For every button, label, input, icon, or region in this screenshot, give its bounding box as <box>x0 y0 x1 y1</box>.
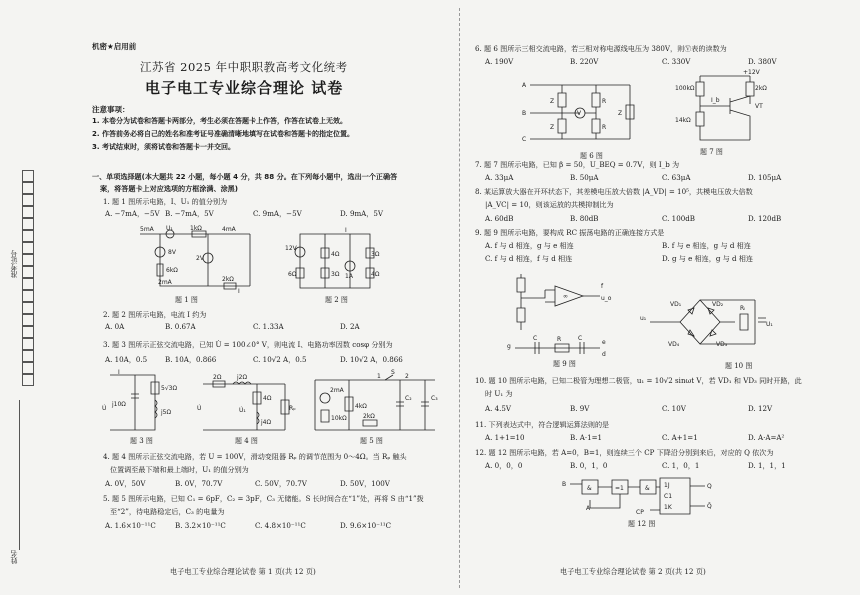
fig10-label: VD₁ <box>670 301 682 308</box>
fig12-label: C1 <box>664 493 673 500</box>
fig6-label: B <box>522 110 527 117</box>
q12-opt-c: C. 1，0，1 <box>662 461 700 470</box>
fig5-label: 2mA <box>330 387 344 394</box>
fig10-label: U₁ <box>766 321 773 328</box>
id-box <box>22 326 34 338</box>
figure-4-circuit <box>195 372 295 434</box>
fig7-label: 14kΩ <box>675 117 691 124</box>
fig1-label: 2mA <box>158 279 172 286</box>
fig4-label: U̇₁ <box>239 407 246 414</box>
q3-opt-c: C. 10√2 A，0.5 <box>253 355 307 364</box>
q12-opt-b: B. 0，1，0 <box>570 461 608 470</box>
q7-opt-c: C. 63μA <box>662 173 691 182</box>
fig2-label: 1A <box>345 273 353 280</box>
fig5-label: S <box>391 369 395 376</box>
fig9-label: C <box>533 335 538 342</box>
q2-opt-b: B. 0.67A <box>165 322 196 331</box>
exam-title: 江苏省 2025 年中职职教高考文化统考 <box>140 60 348 74</box>
q5-opt-c: C. 4.8×10⁻¹¹C <box>255 521 306 530</box>
fig1-label: 5mA <box>140 226 154 233</box>
fig3-label: j10Ω <box>112 401 126 408</box>
q7-opt-b: B. 50μA <box>570 173 599 182</box>
fig5-label: 2kΩ <box>363 413 375 420</box>
q12-opt-a: A. 0，0，0 <box>485 461 523 470</box>
q11-opt-a: A. 1+1=10 <box>485 433 525 442</box>
fig1-label: I <box>238 288 240 295</box>
fig5-label: 10kΩ <box>331 415 347 422</box>
question-2: 2. 题 2 图所示电路，电流 I 约为 <box>103 310 207 319</box>
figure-1-caption: 题 1 图 <box>175 296 198 304</box>
question-9: 9. 题 9 图所示电路，要构成 RC 振荡电路的正确连接方式是 <box>475 228 665 237</box>
id-box <box>22 266 34 278</box>
fig6-label: Z <box>550 124 555 131</box>
fig9-label: f <box>601 283 604 290</box>
q1-opt-d: D. 9mA，5V <box>340 209 384 218</box>
question-12: 12. 题 12 图所示电路，若 A=0，B=1，则连续三个 CP 下降沿分别到来后，对应的 Q 依次为 <box>475 448 774 457</box>
fig1-label: 6kΩ <box>166 267 178 274</box>
fig3-label: I <box>118 369 120 376</box>
fig10-label: VD₄ <box>668 341 680 348</box>
q12-opt-d: D. 1，1，1 <box>748 461 786 470</box>
fig10-label: VD₂ <box>712 301 724 308</box>
figure-10-circuit <box>640 292 780 360</box>
q9-opt-c: C. f 与 d 相连，f 与 d 相连 <box>485 254 573 263</box>
section-heading: 一、单项选择题(本大题共 22 小题，每小题 4 分，共 88 分。在下列每小题中，选出一个正确答 <box>92 172 398 181</box>
q8-opt-d: D. 120dB <box>748 214 782 223</box>
q4-opt-a: A. 0V，50V <box>105 479 146 488</box>
q10-opt-c: C. 10V <box>662 404 686 413</box>
fig9-label: e <box>602 339 606 346</box>
id-box <box>22 362 34 374</box>
fig7-label: 2kΩ <box>755 85 767 92</box>
id-box <box>22 314 34 326</box>
q9-opt-a: A. f 与 d 相连，g 与 e 相连 <box>485 241 574 250</box>
fig1-label: 2kΩ <box>222 276 234 283</box>
fig4-label: U̇ <box>197 405 202 412</box>
fig9-label: u_o <box>601 295 612 302</box>
q2-opt-c: C. 1.33A <box>253 322 284 331</box>
q2-opt-a: A. 0A <box>105 322 125 331</box>
fig12-label: B <box>562 481 567 488</box>
id-box <box>22 242 34 254</box>
fig3-label: U̇ <box>102 405 107 412</box>
q11-opt-c: C. A+1=1 <box>662 433 698 442</box>
question-6: 6. 题 6 图所示三相交流电路，若三相对称电源线电压为 380V，则Ⓥ表的读数为 <box>475 44 727 53</box>
fig4-label: Rₚ <box>289 405 296 412</box>
section-heading-cont: 案，将答题卡上对应选项的方框涂满、涂黑) <box>100 184 239 193</box>
fig2-label: 3Ω <box>331 271 340 278</box>
notes-title: 注意事项： <box>92 105 130 114</box>
fig6-label: C <box>522 136 527 143</box>
fig6-label: A <box>522 82 527 89</box>
fig12-label: 1K <box>664 504 672 511</box>
question-4: 4. 题 4 图所示正弦交流电路，若 U = 100V，滑动变阻器 Rₚ 的调节范围为 0～4Ω。当 Rₚ 触头 <box>103 452 407 461</box>
q9-opt-d: D. g 与 e 相连，g 与 d 相连 <box>662 254 753 263</box>
q9-opt-b: B. f 与 e 相连，g 与 d 相连 <box>662 241 751 250</box>
fig2-label: 6Ω <box>288 271 297 278</box>
figure-4-caption: 题 4 图 <box>235 437 258 445</box>
name-line <box>19 400 20 550</box>
q10-opt-b: B. 9V <box>570 404 590 413</box>
figure-7-caption: 题 7 图 <box>700 148 723 156</box>
fig3-label: 5√3Ω <box>161 385 178 392</box>
q2-opt-d: D. 2A <box>340 322 360 331</box>
question-7: 7. 题 7 图所示电路，已知 β = 50，U_BEQ = 0.7V，则 I_b 为 <box>475 160 680 169</box>
figure-1-circuit <box>130 226 260 296</box>
fig12-label: A <box>586 505 591 512</box>
q6-opt-d: D. 380V <box>748 57 777 66</box>
figure-9-caption: 题 9 图 <box>553 360 576 368</box>
fig6-label: R <box>602 124 607 131</box>
fig4-label: j2Ω <box>237 374 248 381</box>
fig10-label: Rₗ <box>740 305 746 312</box>
question-5-cont: 至“2”，待电路稳定后，C₃ 的电量为 <box>110 507 225 516</box>
fig4-label: 4Ω <box>263 395 272 402</box>
fig4-label: 2Ω <box>213 374 222 381</box>
q3-opt-b: B. 10A，0.866 <box>165 355 217 364</box>
id-box <box>22 230 34 242</box>
fig7-label: +12V <box>743 69 760 76</box>
question-3: 3. 题 3 图所示正弦交流电路，已知 U̇ = 100∠0° V，则电流 I、电路功率因数 cosφ 分别为 <box>103 340 393 349</box>
q6-opt-a: A. 190V <box>485 57 514 66</box>
fig6-label: Z <box>550 98 555 105</box>
fig5-label: 4kΩ <box>355 403 367 410</box>
id-box <box>22 290 34 302</box>
question-10: 10. 题 10 图所示电路，已知二极管为理想二极管，u₁ = 10√2 sinωt V，若 VD₁ 和 VD₃ 同时开路，此 <box>475 376 802 385</box>
question-1: 1. 题 1 图所示电路，I、U₁ 的值分别为 <box>103 197 228 206</box>
fig7-label: 100kΩ <box>675 85 695 92</box>
q7-opt-a: A. 33μA <box>485 173 514 182</box>
fig9-label: ∞ <box>563 293 568 300</box>
id-box <box>22 170 34 182</box>
fig9-label: g <box>507 343 511 350</box>
fig1-label: U₁ <box>166 225 173 232</box>
figure-2-circuit <box>285 228 380 293</box>
question-11: 11. 下列表达式中，符合逻辑运算法则的是 <box>475 420 610 429</box>
fig9-label: R <box>557 336 562 343</box>
figure-5-circuit <box>305 369 445 434</box>
paper-title: 电子电工专业综合理论 试卷 <box>145 79 344 97</box>
figure-10-caption: 题 10 图 <box>725 362 753 370</box>
note-item: 2. 作答前务必将自己的姓名和准考证号准确清晰地填写在试卷和答题卡的指定位置。 <box>92 130 354 138</box>
fig5-label: C₃ <box>431 395 438 402</box>
question-5: 5. 题 5 图所示电路，已知 C₁ = 6pF，C₂ = 3pF，C₃ 无储能。S 长时间合在“1”处，再将 S 由“1”拨 <box>103 494 424 503</box>
page-divider <box>459 8 460 588</box>
q5-opt-d: D. 9.6×10⁻¹¹C <box>340 521 392 530</box>
fig1-label: 1kΩ <box>190 225 202 232</box>
fig2-label: I <box>345 227 347 234</box>
id-label: 准考证号 <box>10 250 18 278</box>
figure-2-caption: 题 2 图 <box>325 296 348 304</box>
fig4-label: j4Ω <box>261 419 272 426</box>
fig12-label: & <box>587 485 592 492</box>
figure-6-caption: 题 6 图 <box>580 152 603 160</box>
q3-opt-a: A. 10A，0.5 <box>105 355 148 364</box>
q6-opt-c: C. 330V <box>662 57 691 66</box>
figure-9-circuit <box>505 268 615 358</box>
q1-opt-b: B. −7mA，5V <box>165 209 214 218</box>
q1-opt-c: C. 9mA，−5V <box>253 209 302 218</box>
fig2-label: 12V <box>285 245 297 252</box>
note-item: 3. 考试结束时，须将试卷和答题卡一并交回。 <box>92 143 235 151</box>
fig12-label: Q <box>707 483 712 490</box>
fig1-label: 8V <box>168 249 176 256</box>
secret-label: 机密★启用前 <box>92 42 137 51</box>
figure-3-circuit <box>100 370 180 435</box>
id-box <box>22 182 34 194</box>
figure-7-circuit <box>675 70 775 148</box>
id-box <box>22 218 34 230</box>
q11-opt-d: D. A·A=A² <box>748 433 785 442</box>
question-4-cont: 位置调至最下端和最上端时，U₁ 的值分别为 <box>110 465 249 474</box>
fig12-label: CP <box>636 509 644 516</box>
fig3-label: j5Ω <box>161 409 172 416</box>
q8-opt-b: B. 80dB <box>570 214 599 223</box>
q10-opt-d: D. 12V <box>748 404 773 413</box>
fig6-label: Z <box>618 110 623 117</box>
fig6-label: R <box>602 98 607 105</box>
q4-opt-d: D. 50V，100V <box>340 479 390 488</box>
fig2-label: 4Ω <box>371 271 380 278</box>
q4-opt-c: C. 50V，70.7V <box>255 479 307 488</box>
fig10-label: u₁ <box>640 315 647 322</box>
q8-opt-c: C. 100dB <box>662 214 695 223</box>
fig9-label: C <box>578 335 583 342</box>
fig7-label: VT <box>755 103 763 110</box>
q6-opt-b: B. 220V <box>570 57 599 66</box>
id-box <box>22 302 34 314</box>
id-box <box>22 194 34 206</box>
fig9-label: d <box>602 351 606 358</box>
q3-opt-d: D. 10√2 A，0.866 <box>340 355 403 364</box>
fig6-label: V <box>577 110 582 117</box>
binding-sidebar <box>10 170 64 590</box>
id-box <box>22 254 34 266</box>
id-box <box>22 350 34 362</box>
question-10-cont: 时 U₁ 为 <box>485 389 513 398</box>
q5-opt-b: B. 3.2×10⁻¹¹C <box>175 521 226 530</box>
question-8: 8. 某运算放大器在开环状态下，其差模电压放大倍数 |A_VD| = 10⁵，共模电压放大倍数 <box>475 187 753 196</box>
id-box <box>22 374 34 386</box>
question-8-cont: |A_VC| = 10，则该运放的共模抑制比为 <box>485 200 614 209</box>
fig10-label: VD₃ <box>716 341 728 348</box>
fig5-label: 2 <box>405 373 409 380</box>
q4-opt-b: B. 0V，70.7V <box>175 479 223 488</box>
figure-5-caption: 题 5 图 <box>360 437 383 445</box>
figure-12-circuit <box>560 474 720 520</box>
q7-opt-d: D. 105μA <box>748 173 782 182</box>
fig12-label: Q̄ <box>707 503 712 510</box>
footer-right: 电子电工专业综合理论试卷 第 2 页(共 12 页) <box>560 567 706 576</box>
fig1-label: 2V <box>196 255 204 262</box>
fig12-label: =1 <box>615 485 624 492</box>
fig1-label: 4mA <box>222 226 236 233</box>
note-item: 1. 本卷分为试卷和答题卡两部分，考生必须在答题卡上作答，作答在试卷上无效。 <box>92 117 347 125</box>
id-box <box>22 338 34 350</box>
figure-12-caption: 题 12 图 <box>628 520 656 528</box>
fig12-label: & <box>645 485 650 492</box>
id-box <box>22 278 34 290</box>
q11-opt-b: B. A·1=1 <box>570 433 603 442</box>
q8-opt-a: A. 60dB <box>485 214 514 223</box>
id-box <box>22 206 34 218</box>
fig5-label: 1 <box>377 373 381 380</box>
q1-opt-a: A. −7mA，−5V <box>105 209 160 218</box>
q5-opt-a: A. 1.6×10⁻¹¹C <box>105 521 156 530</box>
fig12-label: 1J <box>664 482 670 489</box>
fig5-label: C₂ <box>405 395 412 402</box>
figure-3-caption: 题 3 图 <box>130 437 153 445</box>
fig2-label: 3Ω <box>371 251 380 258</box>
figure-6-circuit <box>520 75 640 150</box>
fig7-label: I_b <box>711 97 720 104</box>
fig2-label: 4Ω <box>331 251 340 258</box>
footer-left: 电子电工专业综合理论试卷 第 1 页(共 12 页) <box>170 567 316 576</box>
name-label: 姓名 <box>10 550 18 564</box>
q10-opt-a: A. 4.5V <box>485 404 512 413</box>
